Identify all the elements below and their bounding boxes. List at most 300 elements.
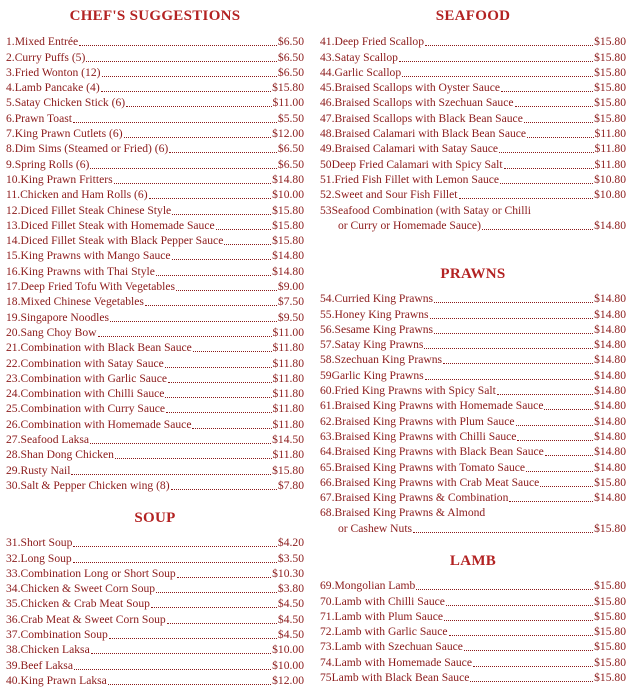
menu-item-name: or Curry or Homemade Sauce) xyxy=(338,218,481,232)
menu-item xyxy=(6,263,304,278)
menu-item xyxy=(6,355,304,370)
menu-item-price: $15.80 xyxy=(272,218,304,232)
menu-item-number: 44. xyxy=(320,65,335,79)
menu-item-name: Sweet and Sour Fish Fillet xyxy=(334,188,458,202)
menu-item-number: 73. xyxy=(320,640,335,654)
menu-item-number: 8. xyxy=(6,142,15,156)
menu-item-price: $14.80 xyxy=(594,414,626,428)
dot-leader xyxy=(526,470,593,472)
menu-item-price: $15.80 xyxy=(594,594,626,608)
menu-item-price: $15.80 xyxy=(272,463,304,477)
menu-item-number: 62. xyxy=(320,414,335,428)
dot-leader xyxy=(102,75,277,77)
dot-leader xyxy=(90,442,271,444)
menu-item-name: Diced Fillet Steak with Black Pepper Sauce xyxy=(20,234,224,248)
menu-item-name: Braised King Prawns & Almond xyxy=(334,506,486,520)
dot-leader xyxy=(499,151,593,153)
menu-item xyxy=(320,337,626,352)
menu-item-name: Curry Puffs (5) xyxy=(14,50,86,64)
menu-item-name: Braised King Prawns with Chilli Sauce xyxy=(334,429,517,443)
dot-leader xyxy=(424,347,593,349)
dot-leader xyxy=(145,304,277,306)
menu-item xyxy=(320,624,626,639)
menu-item-number: 28. xyxy=(6,448,21,462)
menu-item-name: Mixed Chinese Vegetables xyxy=(20,295,144,309)
menu-item-price: $6.50 xyxy=(277,157,304,171)
menu-item-number: 15. xyxy=(6,249,21,263)
menu-item xyxy=(320,670,626,685)
menu-item-name: Fried Fish Fillet with Lemon Sauce xyxy=(334,172,500,186)
dot-leader xyxy=(156,274,271,276)
menu-item-price: $14.80 xyxy=(594,445,626,459)
menu-item-price: $14.80 xyxy=(594,292,626,306)
menu-item-price: $14.80 xyxy=(272,172,304,186)
section-title-soup: SOUP xyxy=(134,510,176,526)
menu-item-number: 6. xyxy=(6,111,15,125)
menu-item-name: Combination with Black Bean Sauce xyxy=(20,341,192,355)
menu-item-number: 67. xyxy=(320,491,335,505)
menu-item-price: $15.80 xyxy=(594,81,626,95)
menu-item-number: 49. xyxy=(320,142,335,156)
menu-item-name: or Cashew Nuts xyxy=(338,521,413,535)
dot-leader xyxy=(470,680,593,682)
menu-item xyxy=(320,475,626,490)
menu-item-name: Dim Sims (Steamed or Fried) (6) xyxy=(14,142,169,156)
menu-item-number: 52. xyxy=(320,188,335,202)
dot-leader xyxy=(224,243,271,245)
menu-item-price: $4.50 xyxy=(277,628,304,642)
dot-leader xyxy=(90,167,276,169)
menu-item-number: 35. xyxy=(6,597,21,611)
menu-item-price: $4.50 xyxy=(277,597,304,611)
menu-item-price: $4.20 xyxy=(277,536,304,550)
menu-item-number: 16. xyxy=(6,264,21,278)
dot-leader xyxy=(109,637,277,639)
menu-item-name: Shan Dong Chicken xyxy=(20,448,114,462)
menu-item-name: Deep Fried Scallop xyxy=(334,35,425,49)
menu-item-number: 5. xyxy=(6,96,15,110)
dot-leader xyxy=(402,75,593,77)
menu-item-price: $15.80 xyxy=(272,234,304,248)
menu-item-name: Seafood Combination (with Satay or Chilli xyxy=(331,203,531,217)
menu-item-price: $15.80 xyxy=(594,96,626,110)
dot-leader xyxy=(79,44,277,46)
menu-item-name: Garlic King Prawns xyxy=(331,368,424,382)
menu-item-price: $11.80 xyxy=(272,448,304,462)
menu-item-price: $7.80 xyxy=(277,478,304,492)
menu-item-price: $10.00 xyxy=(272,658,304,672)
dot-leader xyxy=(156,591,277,593)
dot-leader xyxy=(192,427,271,429)
dot-leader xyxy=(166,411,271,413)
menu-item-name: Satay Chicken Stick (6) xyxy=(14,96,126,110)
dot-leader xyxy=(500,182,593,184)
menu-item-name: Combination with Chilli Sauce xyxy=(20,387,165,401)
dot-leader xyxy=(169,151,277,153)
menu-item-number: 33. xyxy=(6,566,21,580)
section-title-lamb: LAMB xyxy=(449,553,497,569)
menu-item xyxy=(6,34,304,49)
dot-leader xyxy=(98,335,272,337)
dot-leader xyxy=(73,121,277,123)
menu-item-name: Combination with Garlic Sauce xyxy=(20,371,168,385)
menu-item-number: 29. xyxy=(6,463,21,477)
dot-leader xyxy=(114,182,272,184)
menu-item xyxy=(320,490,626,505)
menu-item-price: $9.00 xyxy=(277,280,304,294)
menu-item xyxy=(320,352,626,367)
dot-leader xyxy=(501,90,593,92)
menu-item-number: 59 xyxy=(320,368,332,382)
menu-item-price: $14.80 xyxy=(272,264,304,278)
menu-item-name: Honey King Prawns xyxy=(334,307,429,321)
dot-leader xyxy=(425,44,593,46)
menu-item-name: Combination with Satay Sauce xyxy=(20,356,164,370)
menu-item-number: 61. xyxy=(320,399,335,413)
menu-item xyxy=(320,141,626,156)
menu-item xyxy=(6,126,304,141)
menu-item-number: 38. xyxy=(6,643,21,657)
menu-item-name: Garlic Scallop xyxy=(334,65,402,79)
menu-item-number: 31. xyxy=(6,536,21,550)
dot-leader xyxy=(425,378,593,380)
dot-leader xyxy=(443,362,593,364)
menu-item-name: King Prawn Cutlets (6) xyxy=(14,127,123,141)
menu-item-name: Spring Rolls (6) xyxy=(14,157,90,171)
dot-leader xyxy=(176,289,277,291)
menu-item-price: $14.80 xyxy=(594,322,626,336)
menu-item xyxy=(6,172,304,187)
menu-item xyxy=(320,291,626,306)
dot-leader xyxy=(413,531,593,533)
dot-leader xyxy=(473,665,593,667)
menu-item-price: $11.80 xyxy=(272,402,304,416)
menu-item xyxy=(320,609,626,624)
menu-item-price: $14.80 xyxy=(594,384,626,398)
menu-item xyxy=(320,413,626,428)
dot-leader xyxy=(73,561,277,563)
menu-item xyxy=(320,306,626,321)
menu-item-name: Szechuan King Prawns xyxy=(334,353,443,367)
menu-item xyxy=(6,279,304,294)
menu-item-price: $11.80 xyxy=(272,387,304,401)
menu-item-name: Combination Soup xyxy=(20,628,108,642)
menu-item-price: $11.80 xyxy=(594,142,626,156)
menu-item-price: $10.80 xyxy=(594,188,626,202)
menu-item-number: 34. xyxy=(6,582,21,596)
menu-item xyxy=(6,110,304,125)
menu-item-number: 3. xyxy=(6,65,15,79)
menu-item xyxy=(6,156,304,171)
menu-item-number: 58. xyxy=(320,353,335,367)
menu-item-number: 46. xyxy=(320,96,335,110)
menu-item xyxy=(320,80,626,95)
menu-item-name: Lamb with Homemade Sauce xyxy=(334,655,472,669)
menu-item xyxy=(320,429,626,444)
seafood-list xyxy=(320,34,626,233)
menu-item-number: 37. xyxy=(6,628,21,642)
menu-item xyxy=(6,294,304,309)
menu-item-price: $15.80 xyxy=(594,609,626,623)
dot-leader xyxy=(515,105,594,107)
menu-item xyxy=(6,627,304,642)
menu-item xyxy=(320,202,626,217)
menu-item-price: $15.80 xyxy=(594,521,626,535)
menu-item xyxy=(6,642,304,657)
menu-item-name: Fried King Prawns with Spicy Salt xyxy=(334,384,496,398)
menu-item-number: 65. xyxy=(320,460,335,474)
menu-item-name: King Prawns with Mango Sauce xyxy=(20,249,171,263)
menu-item xyxy=(320,383,626,398)
menu-item-number: 48. xyxy=(320,127,335,141)
menu-item-name: Salt & Pepper Chicken wing (8) xyxy=(20,478,170,492)
dot-leader xyxy=(509,500,593,502)
dot-leader xyxy=(449,634,594,636)
menu-item-price: $15.80 xyxy=(594,625,626,639)
menu-item xyxy=(6,535,304,550)
menu-item-name: Mongolian Lamb xyxy=(334,579,416,593)
menu-item xyxy=(6,80,304,95)
menu-item-number: 27. xyxy=(6,433,21,447)
menu-item-price: $14.80 xyxy=(594,338,626,352)
menu-item-price: $15.80 xyxy=(594,111,626,125)
menu-item-name: Curried King Prawns xyxy=(334,292,434,306)
menu-item-price: $12.00 xyxy=(272,673,304,687)
menu-item-number: 56. xyxy=(320,322,335,336)
menu-item xyxy=(6,447,304,462)
menu-item-number: 70. xyxy=(320,594,335,608)
menu-item-price: $14.80 xyxy=(594,399,626,413)
menu-item-number: 69. xyxy=(320,579,335,593)
dot-leader xyxy=(165,366,272,368)
menu-item-number: 14. xyxy=(6,234,21,248)
menu-item-number: 57. xyxy=(320,338,335,352)
dot-leader xyxy=(516,424,594,426)
menu-item xyxy=(320,126,626,141)
menu-item-name: Braised King Prawns with Tomato Sauce xyxy=(334,460,526,474)
dot-leader xyxy=(504,167,594,169)
menu-item-price: $11.00 xyxy=(272,325,304,339)
menu-item-name: Deep Fried Calamari with Spicy Salt xyxy=(331,157,503,171)
menu-item-price: $5.50 xyxy=(277,111,304,125)
menu-item-number: 32. xyxy=(6,551,21,565)
menu-item-name: Diced Fillet Steak with Homemade Sauce xyxy=(20,218,215,232)
menu-item-price: $7.50 xyxy=(277,295,304,309)
menu-item-name: Braised Scallops with Black Bean Sauce xyxy=(334,111,523,125)
menu-item-number: 26. xyxy=(6,417,21,431)
menu-item-price: $12.00 xyxy=(272,127,304,141)
dot-leader xyxy=(101,90,271,92)
menu-item xyxy=(320,156,626,171)
menu-item xyxy=(320,593,626,608)
menu-item-number: 47. xyxy=(320,111,335,125)
menu-item xyxy=(320,367,626,382)
menu-item-name: Braised Calamari with Satay Sauce xyxy=(334,142,499,156)
menu-item-price: $4.50 xyxy=(277,612,304,626)
dot-leader xyxy=(216,228,271,230)
menu-item-name: Braised King Prawns & Combination xyxy=(334,491,509,505)
menu-item-number: 71. xyxy=(320,609,335,623)
menu-item xyxy=(6,401,304,416)
menu-item-price: $14.80 xyxy=(594,218,626,232)
menu-item-number: 10. xyxy=(6,172,21,186)
dot-leader xyxy=(540,485,593,487)
menu-item-number: 75 xyxy=(320,671,332,685)
dot-leader xyxy=(177,576,271,578)
menu-item xyxy=(320,187,626,202)
menu-item xyxy=(320,654,626,669)
dot-leader xyxy=(430,317,594,319)
menu-item xyxy=(6,550,304,565)
menu-item-name: Short Soup xyxy=(20,536,73,550)
prawns-list xyxy=(320,291,626,536)
section-title-seafood: SEAFOOD xyxy=(435,8,511,24)
menu-item-price: $10.80 xyxy=(594,172,626,186)
dot-leader xyxy=(459,197,594,199)
menu-item-number: 23. xyxy=(6,371,21,385)
menu-item-name: Prawn Toast xyxy=(14,111,72,125)
menu-item xyxy=(320,459,626,474)
menu-item xyxy=(6,49,304,64)
menu-item-name: Combination with Homemade Sauce xyxy=(20,417,192,431)
menu-item-number: 41. xyxy=(320,35,335,49)
menu-item xyxy=(6,462,304,477)
dot-leader xyxy=(482,228,593,230)
menu-item-number: 22. xyxy=(6,356,21,370)
menu-item-name: King Prawn Fritters xyxy=(20,172,113,186)
menu-item-price: $15.80 xyxy=(594,65,626,79)
menu-item-name: Lamb with Szechuan Sauce xyxy=(334,640,463,654)
menu-item-name: Satay King Prawns xyxy=(334,338,424,352)
menu-item xyxy=(320,505,626,520)
dot-leader xyxy=(108,683,271,685)
menu-item xyxy=(6,611,304,626)
menu-item xyxy=(320,398,626,413)
menu-item-price: $15.80 xyxy=(594,655,626,669)
menu-item-number: 54. xyxy=(320,292,335,306)
menu-item-name: Chicken & Sweet Corn Soup xyxy=(20,582,156,596)
menu-item-price: $15.80 xyxy=(594,50,626,64)
menu-item-number: 39. xyxy=(6,658,21,672)
menu-item-number: 11. xyxy=(6,188,21,202)
menu-item xyxy=(320,65,626,80)
dot-leader xyxy=(167,622,277,624)
menu-item-name: Crab Meat & Sweet Corn Soup xyxy=(20,612,166,626)
menu-item xyxy=(320,218,626,233)
menu-item xyxy=(320,95,626,110)
menu-item xyxy=(320,49,626,64)
menu-item-price: $14.80 xyxy=(594,429,626,443)
dot-leader xyxy=(517,439,593,441)
dot-leader xyxy=(399,60,593,62)
menu-item-number: 74. xyxy=(320,655,335,669)
menu-item-number: 72. xyxy=(320,625,335,639)
menu-item-price: $11.80 xyxy=(272,417,304,431)
lamb-list xyxy=(320,578,626,685)
menu-item xyxy=(6,325,304,340)
menu-item xyxy=(6,478,304,493)
menu-item-price: $10.00 xyxy=(272,643,304,657)
menu-item-name: Rusty Nail xyxy=(20,463,71,477)
dot-leader xyxy=(464,649,593,651)
menu-item xyxy=(6,340,304,355)
dot-leader xyxy=(151,606,277,608)
menu-item-name: Diced Fillet Steak Chinese Style xyxy=(20,203,172,217)
dot-leader xyxy=(416,588,593,590)
menu-item-number: 25. xyxy=(6,402,21,416)
menu-item xyxy=(6,141,304,156)
menu-item xyxy=(6,309,304,324)
soup-list xyxy=(6,535,304,688)
menu-item xyxy=(6,65,304,80)
menu-item-price: $10.00 xyxy=(272,188,304,202)
menu-item-number: 24. xyxy=(6,387,21,401)
menu-item xyxy=(320,322,626,337)
menu-item-number: 18. xyxy=(6,295,21,309)
menu-item-number: 9. xyxy=(6,157,15,171)
menu-item-name: Braised King Prawns with Black Bean Sauce xyxy=(334,445,544,459)
menu-item-number: 2. xyxy=(6,50,15,64)
dot-leader xyxy=(497,393,593,395)
menu-item-price: $14.80 xyxy=(594,491,626,505)
dot-leader xyxy=(126,105,271,107)
menu-item-name: Satay Scallop xyxy=(334,50,398,64)
menu-item-price: $15.80 xyxy=(272,81,304,95)
menu-item-number: 12. xyxy=(6,203,21,217)
menu-item-price: $15.80 xyxy=(594,579,626,593)
dot-leader xyxy=(172,258,272,260)
menu-item-price: $11.80 xyxy=(272,371,304,385)
menu-item xyxy=(6,657,304,672)
menu-item-price: $14.80 xyxy=(594,353,626,367)
dot-leader xyxy=(124,136,272,138)
dot-leader xyxy=(446,604,593,606)
menu-item-name: Chicken Laksa xyxy=(20,643,90,657)
menu-item xyxy=(6,248,304,263)
menu-item-number: 17. xyxy=(6,280,21,294)
menu-item-number: 64. xyxy=(320,445,335,459)
menu-item-name: Lamb Pancake (4) xyxy=(14,81,100,95)
menu-item xyxy=(320,444,626,459)
menu-item-name: Braised Scallops with Szechuan Sauce xyxy=(334,96,514,110)
menu-item-price: $14.80 xyxy=(594,460,626,474)
menu-item-number: 36. xyxy=(6,612,21,626)
menu-item-number: 66. xyxy=(320,475,335,489)
menu-item-name: Sesame King Prawns xyxy=(334,322,434,336)
menu-item xyxy=(6,371,304,386)
menu-item-name: Braised King Prawns with Plum Sauce xyxy=(334,414,515,428)
menu-item-number: 4. xyxy=(6,81,15,95)
menu-item-number: 55. xyxy=(320,307,335,321)
menu-item-name: Chicken & Crab Meat Soup xyxy=(20,597,150,611)
menu-item-price: $6.50 xyxy=(277,35,304,49)
menu-item-name: Lamb with Garlic Sauce xyxy=(334,625,448,639)
dot-leader xyxy=(115,457,272,459)
menu-item-name: King Prawn Laksa xyxy=(20,673,107,687)
menu-item xyxy=(320,34,626,49)
menu-item-name: Singapore Noodles xyxy=(20,310,110,324)
dot-leader xyxy=(172,213,271,215)
dot-leader xyxy=(545,454,593,456)
menu-item-price: $15.80 xyxy=(594,475,626,489)
menu-item-name: Braised King Prawns with Homemade Sauce xyxy=(334,399,544,413)
dot-leader xyxy=(71,473,271,475)
menu-item-number: 68. xyxy=(320,506,335,520)
menu-item-price: $6.50 xyxy=(277,65,304,79)
section-title-prawns: PRAWNS xyxy=(440,266,506,282)
menu-item-price: $9.50 xyxy=(277,310,304,324)
menu-item-number: 20. xyxy=(6,325,21,339)
